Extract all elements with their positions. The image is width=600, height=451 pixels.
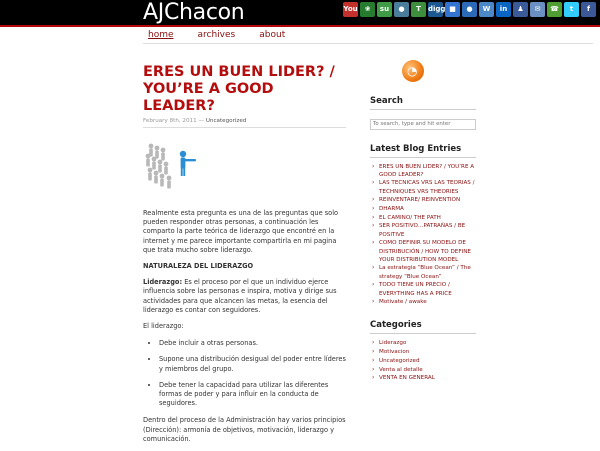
leader-figures-image [143,138,205,193]
stumbleupon-icon[interactable]: su [377,2,392,17]
categories-list [370,339,476,382]
list-item: • Debe tener la capacidad para utilizar las diferentes formas de poder y para influir en la conducta de seguidores. [159,381,346,409]
section-heading: NATURALEZA DEL LIDERAZGO [143,262,254,271]
sidebar [370,60,476,383]
list-item: • Supone una distribución desigual del poder entre líderes y miembros del grupo. [159,355,346,373]
entry-link[interactable]: › REINVENTARE/ REINVENTION [370,196,476,204]
technorati-icon[interactable]: T [411,2,426,17]
categories-heading: Categories [370,320,476,334]
entry-link[interactable]: › COMO DEFINIR SU MODELO DE DISTRIBUCIÓN / HOW TO DEFINE YOUR DISTRIBUTION MODEL [370,239,476,264]
entry-link[interactable]: › EL CAMINO/ THE PATH [370,214,476,222]
entry-link[interactable]: › SER POSITIVO…PATRAÑAS / BE POSITIVE [370,222,476,238]
post-date: February 8th, 2011 [143,118,197,124]
reddit-icon[interactable]: ● [394,2,409,17]
nav-archives-link[interactable]: archives [197,30,236,40]
nav-divider [143,43,593,44]
myspace-icon[interactable]: ♟ [513,2,528,17]
category-link[interactable]: › Uncategorized [370,357,476,365]
nav-home-link[interactable]: home [148,30,174,40]
post-title[interactable]: ERES UN BUEN LIDER? / YOU’RE A GOOD LEADER? [143,64,335,114]
main-nav [143,30,290,40]
category-link[interactable]: › Liderazgo [370,339,476,347]
paragraph-definition: Liderazgo: Es el proceso por el que un individuo ejerce influencia sobre las personas e inspira, motiva y dirige sus actividades para que alcancen las metas, la esencia del liderazgo es contar con seguidores. [143,278,337,314]
latest-entries-list [370,163,476,307]
site-title[interactable]: AJChacon [143,0,245,25]
newsvine-icon[interactable]: ❀ [360,2,375,17]
social-icons-bar [343,2,596,17]
chat-icon[interactable]: ☎ [547,2,562,17]
entry-link[interactable]: › DHARMA [370,205,476,213]
blinklist-icon[interactable]: ● [462,2,477,17]
category-link[interactable]: › VENTA EN GENERAL [370,374,476,382]
category-link[interactable]: › Venta al detalle [370,366,476,374]
post [143,64,346,451]
category-link[interactable]: › Motivacion [370,348,476,356]
facebook-icon[interactable]: f [581,2,596,17]
twitter-icon[interactable]: t [564,2,579,17]
nav-about-link[interactable]: about [259,30,286,40]
entry-link[interactable]: › Motivate / awake [370,298,476,306]
site-header [0,0,600,27]
blogger-icon[interactable]: W [479,2,494,17]
search-input[interactable] [370,119,476,130]
paragraph-liderazgo: El liderazgo: [143,322,184,331]
paragraph-intro: Realmente esta pregunta es una de las preguntas que solo pueden responder otras personas, a continuación les comparto la parte teórica de liderazgo que encontré en la internet y me parece importante compartirla en mi pagina que trata mucho sobre liderazgo. [143,209,339,254]
definition-term: Liderazgo: [143,278,183,287]
linkedin-icon[interactable]: in [496,2,511,17]
post-content [143,209,346,444]
search-heading: Search [370,96,476,110]
entry-link[interactable]: › La estrategia “Blue Ocean” / The strategy “Blue Ocean” [370,264,476,280]
paragraph-administration: Dentro del proceso de la Administración hay varios principios (Dirección): armonía de objetivos, motivación, liderazgo y comunicación. [143,416,346,443]
entry-link[interactable]: › LAS TECNICAS VRS LAS TEORIAS / TECHNIQUES VRS THEORIES [370,179,476,195]
meta-separator: — [198,118,205,124]
email-icon[interactable]: ✉ [530,2,545,17]
post-category-link[interactable]: Uncategorized [205,118,247,124]
post-meta [143,118,346,128]
youtube-icon[interactable]: You [343,2,358,17]
delicious-icon[interactable]: ■ [445,2,460,17]
entry-link[interactable]: › TODO TIENE UN PRECIO / EVERYTHING HAS A PRICE [370,281,476,297]
rss-feed-icon[interactable]: ◔ [402,60,424,82]
latest-entries-heading: Latest Blog Entries [370,144,476,158]
bullet-list [159,339,346,408]
entry-link[interactable]: › ERES UN BUEN LIDER? / YOU’RE A GOOD LEADER? [370,163,476,179]
digg-icon[interactable]: digg [428,2,443,17]
list-item: • Debe incluir a otras personas. [159,339,346,348]
